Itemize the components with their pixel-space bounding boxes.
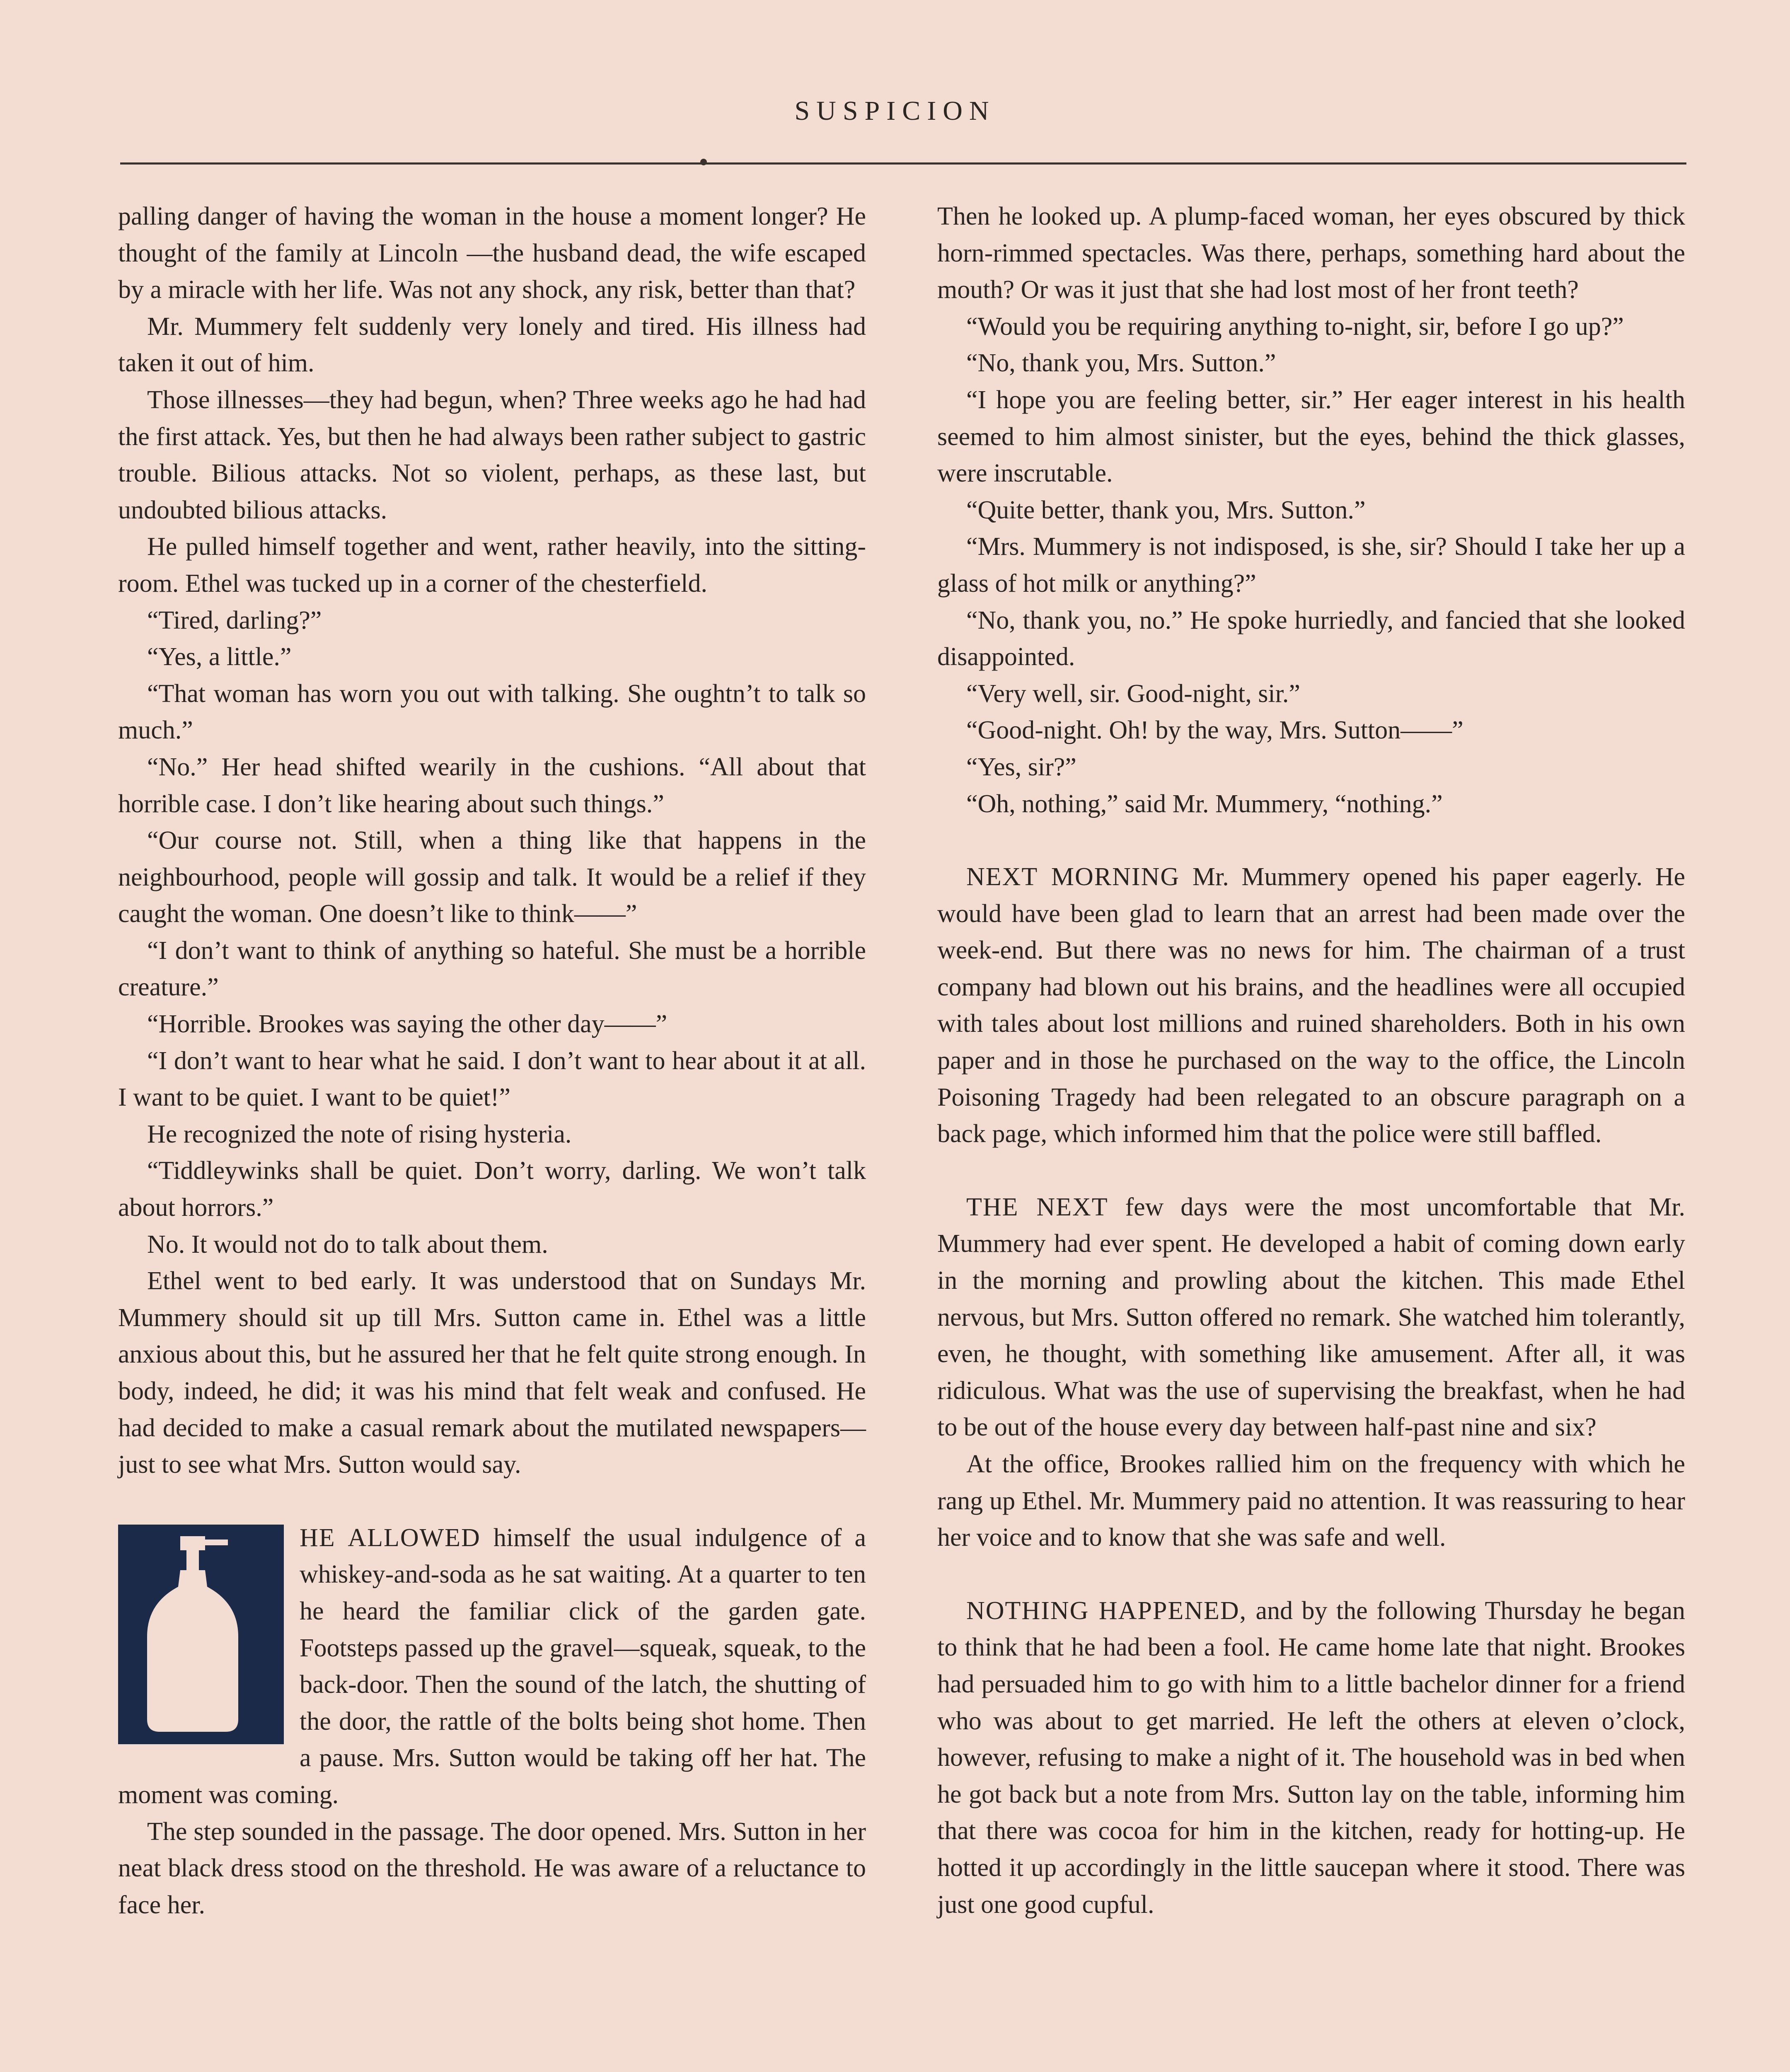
- siphon-bottle-icon: [118, 1525, 284, 1744]
- paragraph: “Quite better, thank you, Mrs. Sutton.”: [966, 496, 1366, 524]
- paragraph: “Yes, a little.”: [147, 643, 292, 671]
- paragraph-text: Mr. Mummery opened his paper eagerly. He would have been glad to learn that an arrest had been made over the week-end. But there was no news for him. The chairman of a trust company had blown out his brains, and the headlines were all occupied with tales about lost millions and ruined shareholders. Both in his own paper and in those he purchased on the way to the office, the Lincoln Poisoning Tragedy had been relegated to an obscure paragraph on a back page, which informed him that the police were still baffled.: [937, 863, 1685, 1148]
- rule-ornament: [700, 159, 707, 165]
- paragraph: No. It would not do to talk about them.: [147, 1230, 548, 1259]
- paragraph: “Horrible. Brookes was saying the other day——”: [147, 1010, 668, 1038]
- paragraph: “Oh, nothing,” said Mr. Mummery, “nothing.”: [966, 789, 1443, 818]
- header-rule: [120, 162, 1686, 165]
- paragraph: “I hope you are feeling better, sir.” Her eager interest in his health seemed to him almost sinister, but the eyes, behind the thick glasses, were inscrutable.: [937, 385, 1685, 488]
- right-column: [937, 198, 1685, 1923]
- paragraph: He recognized the note of rising hysteria.: [147, 1120, 572, 1148]
- paragraph: “Would you be requiring anything to-night, sir, before I go up?”: [966, 312, 1624, 341]
- paragraph: [937, 1593, 1685, 1923]
- left-column: [118, 198, 866, 1923]
- paragraph: Mr. Mummery felt suddenly very lonely and tired. His illness had taken it out of him.: [118, 312, 866, 378]
- paragraph: palling danger of having the woman in the house a moment longer? He thought of the family at Lincoln —the husband dead, the wife escaped by a miracle with her life. Was not any shock, any risk, better than that?: [118, 202, 866, 304]
- paragraph: He pulled himself together and went, rather heavily, into the sitting-room. Ethel was tucked up in a corner of the chesterfield.: [118, 533, 866, 598]
- section-lead: THE NEXT: [966, 1193, 1108, 1221]
- paragraph-text: and by the following Thursday he began to think that he had been a fool. He came home late that night. Brookes had persuaded him to go with him to a little bachelor dinner for a friend who was about to get married. He left the others at eleven o’clock, however, refusing to make a night of it. The household was in bed when he got back but a note from Mrs. Sutton lay on the table, informing him that there was cocoa for him in the kitchen, ready for hotting-up. He hotted it up accordingly in the little saucepan where it stood. There was just one good cupful.: [937, 1596, 1685, 1919]
- paragraph: “I don’t want to think of anything so hateful. She must be a horrible creature.”: [118, 936, 866, 1002]
- paragraph: [937, 859, 1685, 1152]
- paragraph-text: himself the usual indulgence of a whiskey-and-soda as he sat waiting. At a quarter to ten he heard the familiar click of the garden gate. Footsteps passed up the gravel—squeak, squeak, to the back-door. Then the sound of the latch, the shutting of the door, the rattle of the bolts being shot home. Then a pause. Mrs. Sutton would be taking off her hat. The moment was coming.: [118, 1523, 866, 1809]
- paragraph: “No, thank you, Mrs. Sutton.”: [966, 349, 1276, 378]
- paragraph: “No, thank you, no.” He spoke hurriedly, and fancied that she looked disappointed.: [937, 606, 1685, 671]
- running-header: SUSPICION: [794, 96, 996, 126]
- section-lead: NOTHING HAPPENED,: [966, 1596, 1247, 1625]
- section-break: [937, 1556, 1685, 1593]
- paragraph: At the office, Brookes rallied him on the frequency with which he rang up Ethel. Mr. Mummery paid no attention. It was reassuring to hear her voice and to know that she was safe and well.: [937, 1450, 1685, 1552]
- paragraph: “I don’t want to hear what he said. I don’t want to hear about it at all. I want to be quiet. I want to be quiet!”: [118, 1046, 866, 1112]
- paragraph-text: few days were the most uncomfortable that Mr. Mummery had ever spent. He developed a habit of coming down early in the morning and prowling about the kitchen. This made Ethel nervous, but Mrs. Sutton offered no remark. She watched him tolerantly, even, he thought, with something like amusement. After all, it was ridiculous. What was the use of supervising the breakfast, when he had to be out of the house every day between half-past nine and six?: [937, 1193, 1686, 1442]
- paragraph: “Our course not. Still, when a thing like that happens in the neighbourhood, people will gossip and talk. It would be a relief if they caught the woman. One doesn’t like to think——”: [118, 826, 866, 928]
- paragraph: “Very well, sir. Good-night, sir.”: [966, 679, 1300, 708]
- paragraph: “Good-night. Oh! by the way, Mrs. Sutton——”: [966, 716, 1463, 745]
- paragraph: “No.” Her head shifted wearily in the cushions. “All about that horrible case. I don’t like hearing about such things.”: [118, 753, 866, 818]
- paragraph: “Yes, sir?”: [966, 753, 1076, 781]
- section-lead: NEXT MORNING: [966, 863, 1180, 891]
- section-break: [118, 1483, 866, 1520]
- paragraph: “Tired, darling?”: [147, 606, 322, 634]
- paragraph: “Mrs. Mummery is not indisposed, is she, sir? Should I take her up a glass of hot milk or anything?”: [937, 533, 1685, 598]
- paragraph: Those illnesses—they had begun, when? Three weeks ago he had had the first attack. Yes, but then he had always been rather subject to gastric trouble. Bilious attacks. Not so violent, perhaps, as these last, but undoubted bilious attacks.: [118, 385, 866, 524]
- section-break: [937, 1152, 1685, 1189]
- paragraph: The step sounded in the passage. The door opened. Mrs. Sutton in her neat black dress stood on the threshold. He was aware of a reluctance to face her.: [118, 1817, 866, 1919]
- section-lead: HE ALLOWED: [300, 1523, 481, 1552]
- paragraph: “Tiddleywinks shall be quiet. Don’t worry, darling. We won’t talk about horrors.”: [118, 1157, 866, 1222]
- paragraph: “That woman has worn you out with talking. She oughtn’t to talk so much.”: [118, 679, 866, 745]
- paragraph: [937, 1189, 1685, 1446]
- section-break: [937, 822, 1685, 859]
- paragraph: Then he looked up. A plump-faced woman, her eyes obscured by thick horn-rimmed spectacles. Was there, perhaps, something hard about the mouth? Or was it just that she had lost most of her front teeth?: [937, 202, 1685, 304]
- paragraph: Ethel went to bed early. It was understood that on Sundays Mr. Mummery should sit up till Mrs. Sutton came in. Ethel was a little anxious about this, but he assured her that he felt quite strong enough. In body, indeed, he did; it was his mind that felt weak and confused. He had decided to make a casual remark about the mutilated newspapers—just to see what Mrs. Sutton would say.: [118, 1267, 866, 1479]
